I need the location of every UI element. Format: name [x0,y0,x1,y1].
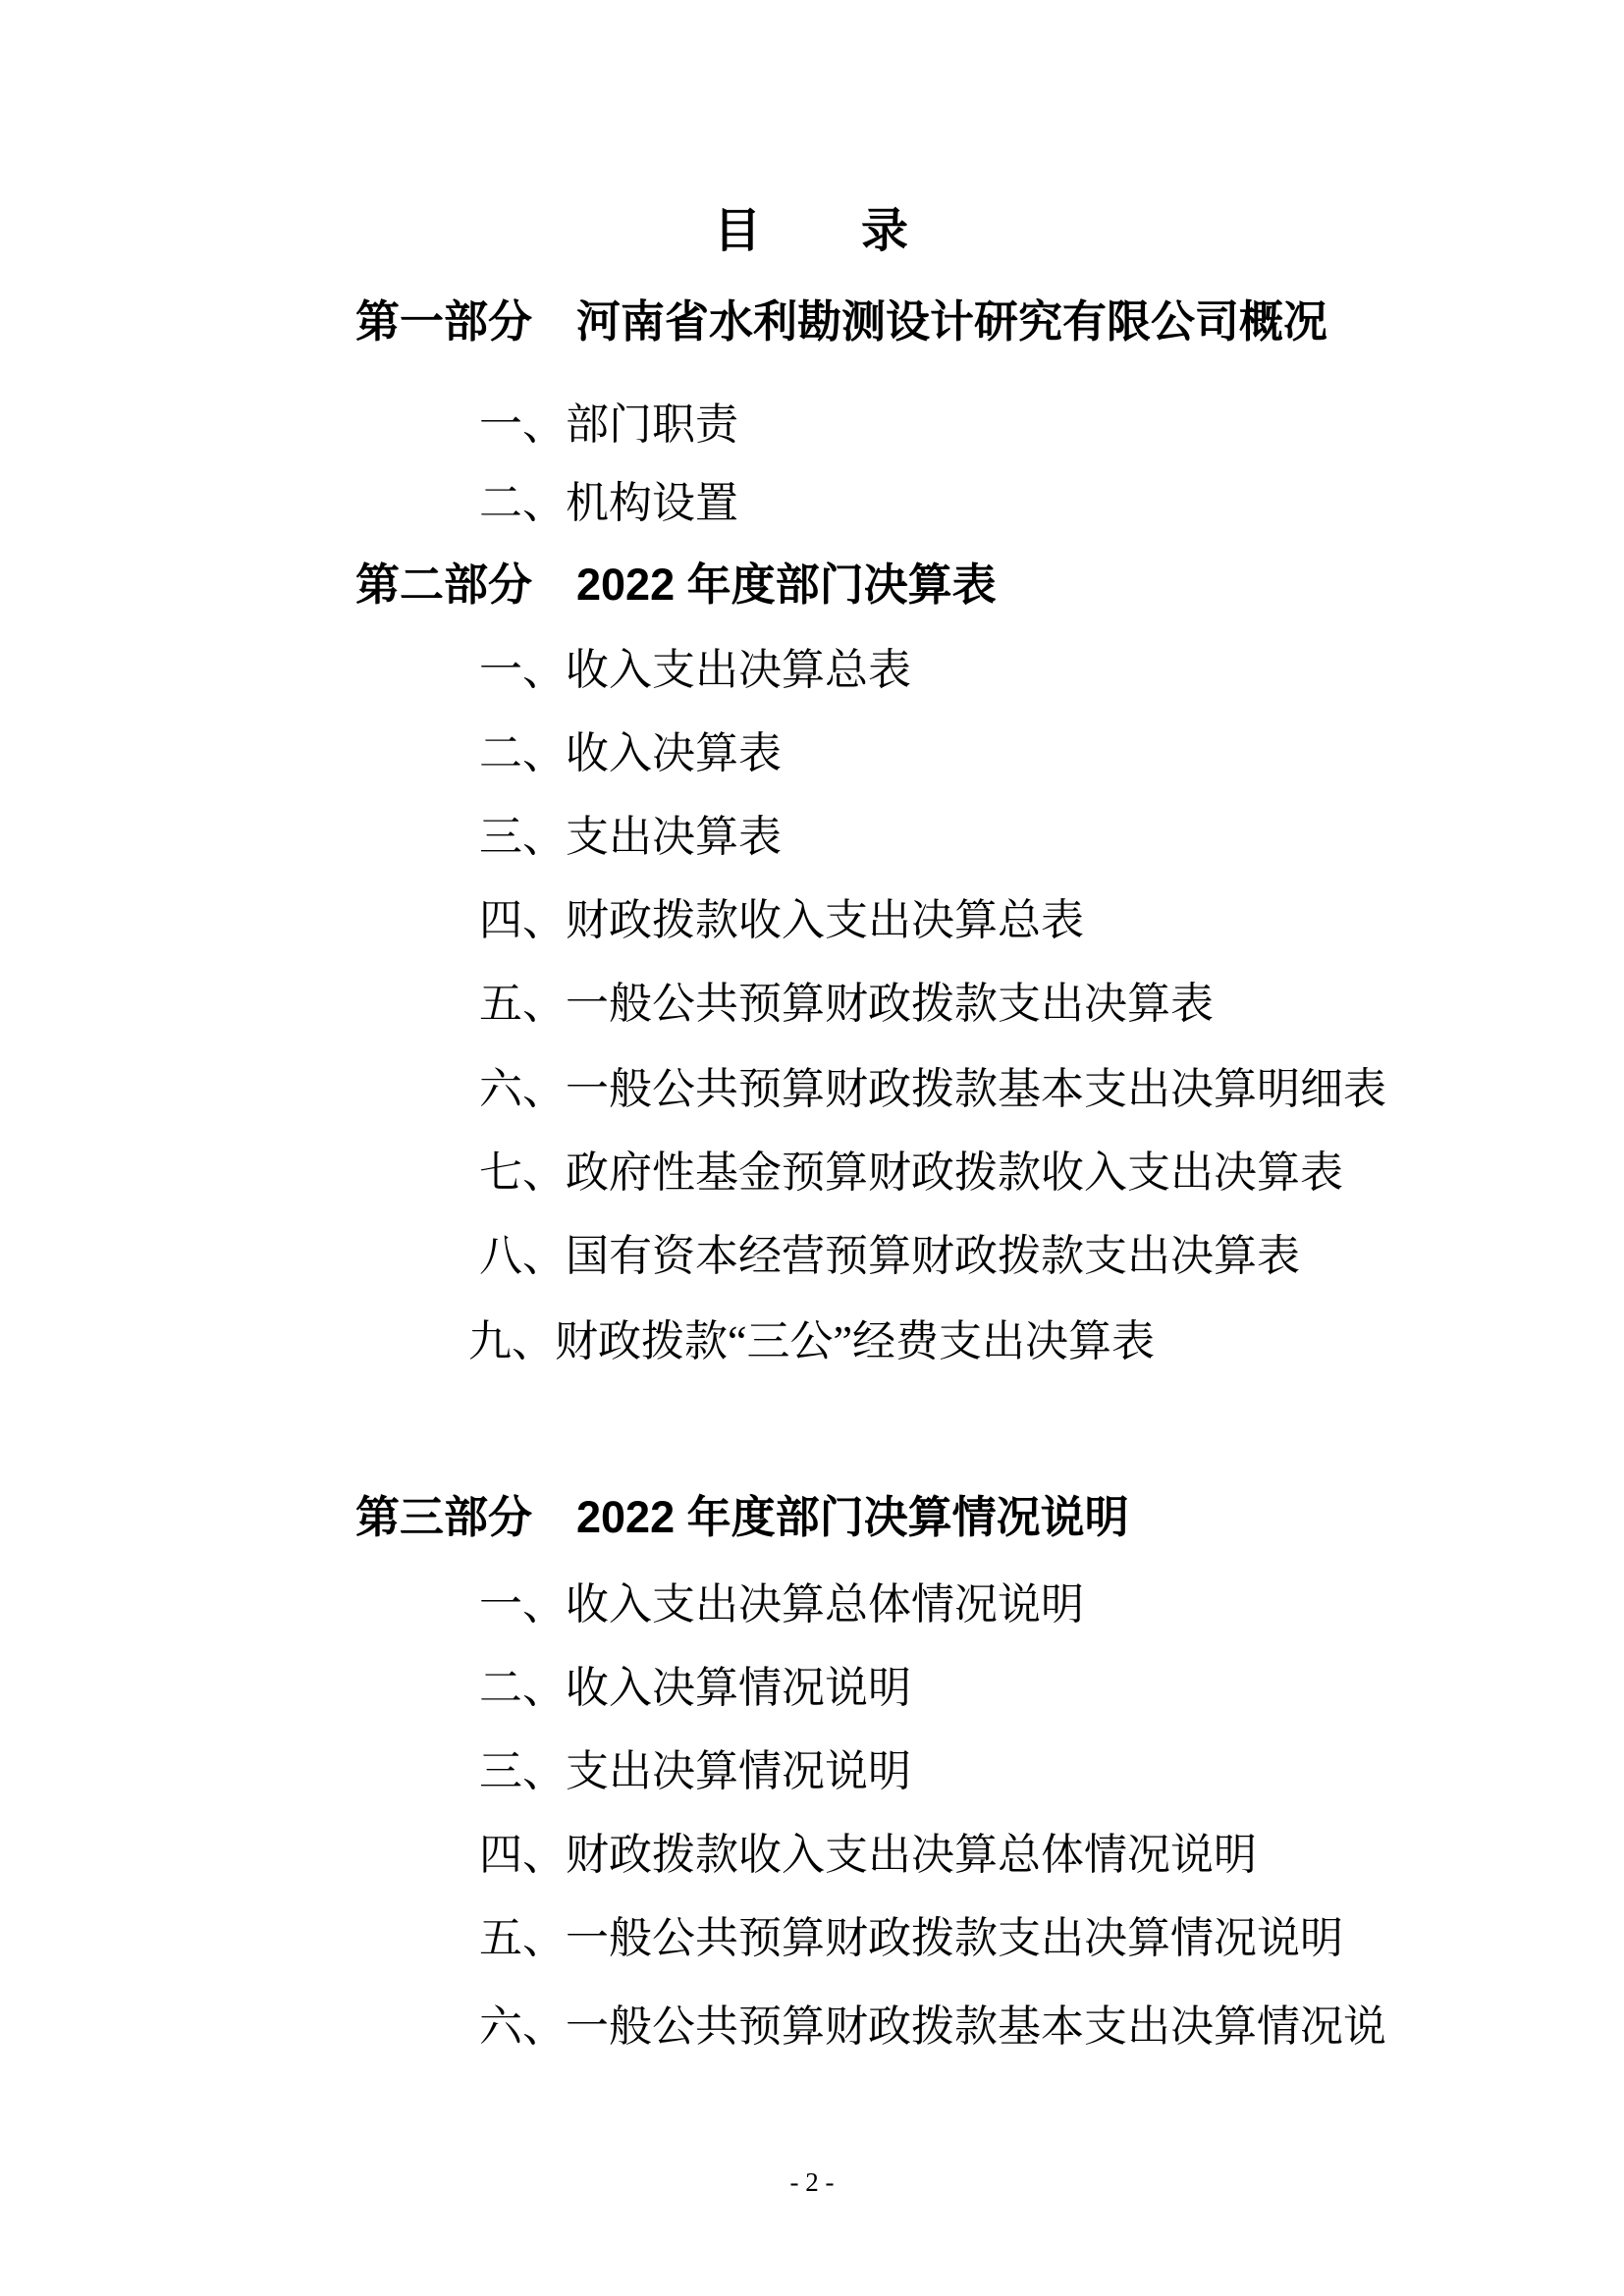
toc-item: 五、一般公共预算财政拨款支出决算情况说明 [479,1914,1343,1962]
toc-item: 二、收入决算表 [479,729,782,777]
page-title: 目 录 [713,205,910,257]
toc-item: 七、政府性基金预算财政拨款收入支出决算表 [479,1148,1343,1197]
part-2-heading: 第二部分 2022 年度部门决算表 [355,560,997,610]
part-1-heading: 第一部分 河南省水利勘测设计研究有限公司概况 [355,296,1328,347]
page-number: - 2 - [789,2167,835,2197]
toc-item: 五、一般公共预算财政拨款支出决算表 [479,980,1214,1028]
toc-item: 八、国有资本经营预算财政拨款支出决算表 [479,1232,1300,1280]
toc-item: 九、财政拨款“三公”经费支出决算表 [468,1317,1156,1365]
part-3-heading: 第三部分 2022 年度部门决算情况说明 [355,1492,1129,1542]
toc-item: 六、一般公共预算财政拨款基本支出决算情况说 [479,2002,1386,2051]
toc-item: 二、机构设置 [479,479,738,527]
toc-item: 三、支出决算表 [479,813,782,861]
toc-item: 四、财政拨款收入支出决算总体情况说明 [479,1831,1257,1879]
toc-item: 一、部门职责 [479,400,738,449]
toc-item: 三、支出决算情况说明 [479,1747,911,1795]
toc-item: 一、收入支出决算总体情况说明 [479,1580,1084,1629]
toc-item: 二、收入决算情况说明 [479,1664,911,1712]
toc-item: 一、收入支出决算总表 [479,646,911,694]
toc-item: 六、一般公共预算财政拨款基本支出决算明细表 [479,1065,1386,1113]
toc-item: 四、财政拨款收入支出决算总表 [479,896,1084,944]
